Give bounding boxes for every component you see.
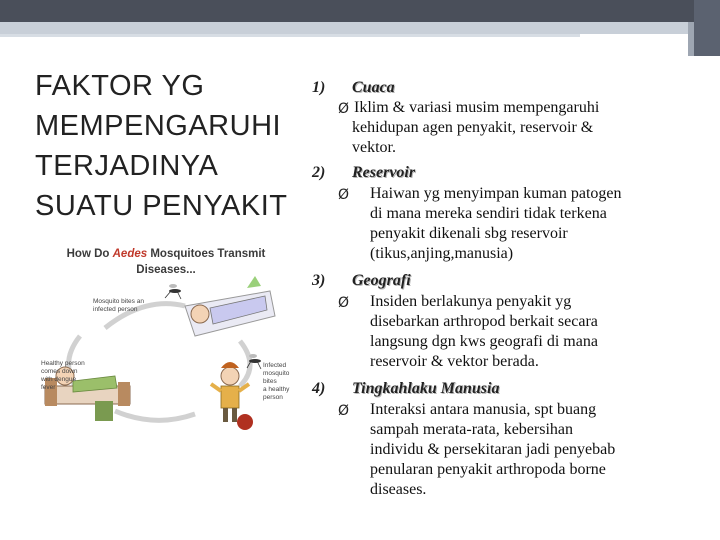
- bullet-arrow-icon: Ø: [338, 187, 350, 203]
- header-band-dark: [0, 0, 720, 22]
- corner-accent: [694, 0, 720, 56]
- item-heading-geografi: Geografi: [352, 272, 411, 289]
- slide-title: [35, 66, 290, 226]
- mosquito-icon: [165, 284, 181, 299]
- item-number: 4): [312, 380, 326, 397]
- bullet-arrow-icon: Ø: [338, 101, 350, 117]
- item-heading-reservoir: Reservoir: [352, 164, 416, 181]
- cycle-arrow: [240, 341, 250, 386]
- header-accent-line: [0, 34, 580, 37]
- item-number: 1): [312, 79, 326, 96]
- label-mosquito-bites-infected: Mosquito bites an infected person: [93, 298, 144, 313]
- item-body: Haiwan yg menyimpan kuman patogen di mana mereka sendiri tidak terkena penyakit dikenali sbg reservoir (tikus,anjing,manusia): [370, 185, 622, 262]
- title-line: FAKTOR YG: [35, 70, 205, 102]
- header-band-light: [0, 22, 720, 34]
- item-number: 2): [312, 164, 326, 181]
- item-number: 3): [312, 272, 326, 289]
- title-line: SUATU PENYAKIT: [35, 190, 288, 222]
- bullet-arrow-icon: Ø: [338, 295, 350, 311]
- item-body: Iklim & variasi musim mempengaruhi kehidupan agen penyakit, reservoir & vektor.: [352, 99, 600, 156]
- item-heading-cuaca: Cuaca: [352, 79, 395, 96]
- item-heading-tingkahlaku-manusia: Tingkahlaku Manusia: [352, 380, 500, 397]
- label-healthy-person: Healthy person comes down with dengue fever: [41, 360, 85, 391]
- cycle-arrow: [115, 411, 195, 420]
- title-line: TERJADINYA: [35, 150, 219, 182]
- item-body: Insiden berlakunya penyakit yg disebarkan arthropod berkait secara langsung dgn kws geografi di mana reservoir & vektor berada.: [370, 293, 598, 370]
- label-infected-mosquito: Infected mosquito bites a healthy person: [263, 362, 290, 401]
- sleeping-person-icon: [185, 276, 275, 336]
- mosquito-transmission-illustration: [35, 236, 295, 436]
- illustration-title: How Do Aedes Mosquitoes Transmit Diseases...: [66, 248, 266, 276]
- title-line: MEMPENGARUHI: [35, 110, 282, 142]
- bullet-arrow-icon: Ø: [338, 403, 350, 419]
- cycle-diagram: [35, 236, 295, 436]
- item-body: Interaksi antara manusia, spt buang sampah merata-rata, kebersihan individu & persekitaran jadi penyebab penularan penyakit arthropoda borne diseases.: [370, 401, 616, 498]
